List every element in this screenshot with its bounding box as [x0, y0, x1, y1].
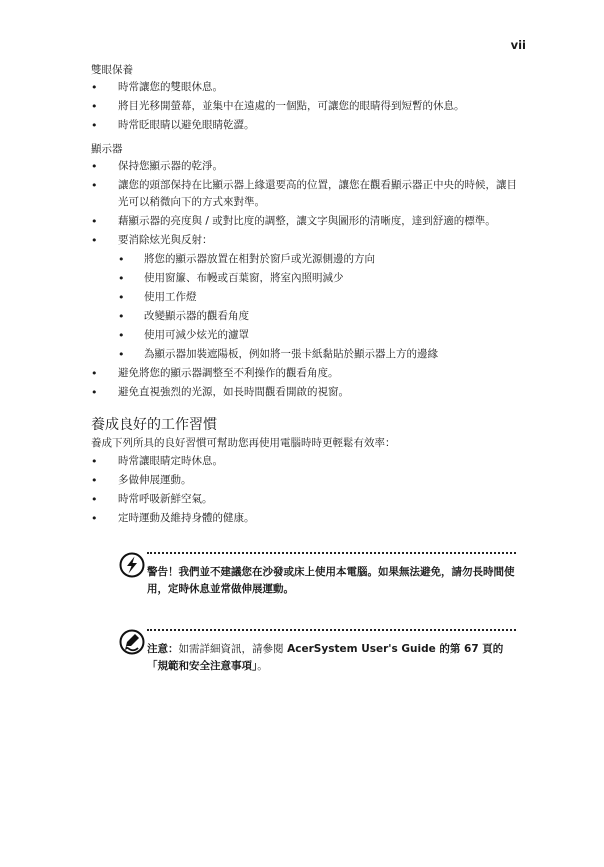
warning-text: 警告！我們並不建議您在沙發或床上使用本電腦。如果無法避免，請勿長時間使用，定時休息並常做伸展運動。 — [147, 566, 515, 595]
note-text — [147, 641, 523, 675]
list-item: • 時常讓您的雙眼休息。 — [91, 79, 523, 96]
display-heading: 顯示器 — [91, 143, 123, 155]
habits-intro: 養成下列所具的良好習慣可幫助您再使用電腦時時更輕鬆有效率： — [91, 437, 396, 449]
sub-list-item: • 改變顯示器的觀看角度 — [118, 308, 523, 325]
note-text-regular: 如需詳細資訊，請參閱 — [178, 643, 284, 655]
list-item: • 避免將您的顯示器調整至不利操作的觀看角度。 — [91, 365, 523, 382]
sub-list-item: • 為顯示器加裝遮陽板，例如將一張卡紙黏貼於顯示器上方的邊緣 — [118, 346, 523, 363]
note-text-bold: AcerSystem User's Guide 的第 67 頁的「規範和安全注意事項」 — [147, 643, 504, 672]
eye-care-heading: 雙眼保養 — [91, 64, 133, 76]
eye-care-list — [91, 79, 523, 134]
list-item: • 時常呼吸新鮮空氣。 — [91, 491, 523, 508]
list-item: • 時常讓眼睛定時休息。 — [91, 453, 523, 470]
list-item: • 將目光移開螢幕，並集中在遠處的一個點，可讓您的眼睛得到短暫的休息。 — [91, 98, 523, 115]
list-item: • 讓您的頭部保持在比顯示器上緣還要高的位置，讓您在觀看顯示器正中央的時候，讓目光可以稍微向下的方式來對準。 — [91, 177, 523, 211]
sub-list-item: • 使用窗簾、布幔或百葉窗，將室內照明減少 — [118, 270, 523, 287]
page-content — [91, 62, 523, 675]
list-item-glare — [91, 232, 523, 363]
display-list — [91, 158, 523, 401]
page-number: vii — [510, 38, 526, 52]
list-item: • 保持您顯示器的乾淨。 — [91, 158, 523, 175]
divider — [147, 552, 516, 554]
habits-heading: 養成良好的工作習慣 — [91, 417, 217, 433]
divider — [147, 629, 516, 631]
lightning-bolt-icon — [119, 552, 145, 578]
note-block — [119, 629, 523, 675]
sub-list-item: • 使用工作燈 — [118, 289, 523, 306]
sub-list-item: • 將您的顯示器放置在相對於窗戶或光源側邊的方向 — [118, 251, 523, 268]
note-text-end: 。 — [257, 660, 268, 672]
warning-block — [119, 552, 523, 598]
list-item: • 時常眨眼睛以避免眼睛乾澀。 — [91, 117, 523, 134]
list-item: • 定時運動及維持身體的健康。 — [91, 510, 523, 527]
sub-list-item: • 使用可減少炫光的濾罩 — [118, 327, 523, 344]
glare-label: 要消除炫光與反射： — [118, 234, 213, 246]
list-item: • 避免直視強烈的光源，如長時間觀看開啟的視窗。 — [91, 384, 523, 401]
list-item: • 多做伸展運動。 — [91, 472, 523, 489]
note-label: 注意： — [147, 643, 179, 655]
list-item: • 藉顯示器的亮度與 / 或對比度的調整，讓文字與圖形的清晰度，達到舒適的標準。 — [91, 213, 523, 230]
habits-list — [91, 453, 523, 527]
pen-note-icon — [119, 629, 145, 655]
glare-sub-list — [118, 251, 523, 363]
